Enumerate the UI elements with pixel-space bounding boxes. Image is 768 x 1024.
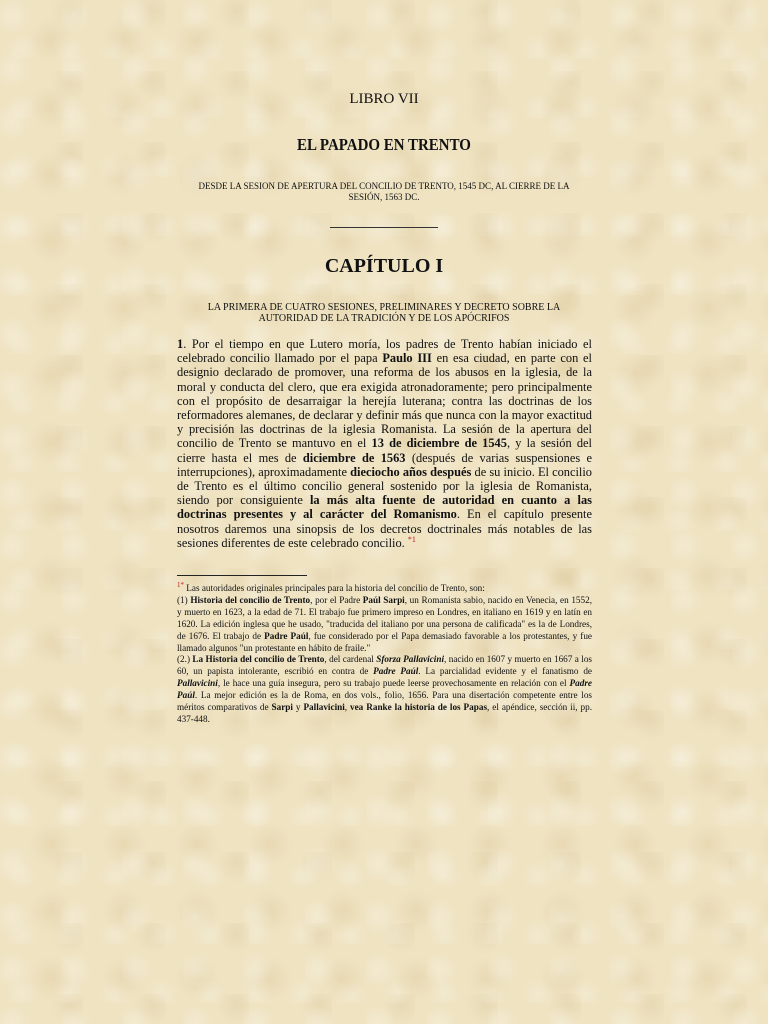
- footnote-bold-italic: Pallavicini: [177, 678, 218, 689]
- paragraph-text: . En el capítulo presente nosotros daremos una sinopsis de los decretos doctrinales más notables de las sesiones diferentes de este celebrado concilio.: [177, 507, 592, 550]
- footnote-text: , por el Padre: [310, 594, 363, 605]
- title-subtitle: DESDE LA SESION DE APERTURA DEL CONCILIO DE TRENTO, 1545 DC, AL CIERRE DE LA SESIÓN, 1563 DC.: [198, 181, 570, 202]
- footnote-bold-italic: Padre Paúl: [177, 678, 592, 701]
- footnote-text: , el apéndice, sección ii, pp. 437-448.: [177, 702, 593, 724]
- footnote-divider: [177, 575, 307, 576]
- footnote-intro: [177, 580, 592, 595]
- footnote-bold: Padre Paúl: [264, 630, 309, 641]
- footnote-block: [177, 580, 593, 726]
- chapter-subtitle: LA PRIMERA DE CUATRO SESIONES, PRELIMINARES Y DECRETO SOBRE LA AUTORIDAD DE LA TRADICIÓN Y DE LOS APÓCRIFOS: [207, 302, 561, 324]
- footnote-text: (2.): [177, 654, 193, 665]
- footnote-bold: Pallavicini: [303, 702, 345, 713]
- paragraph-bold: Paulo III: [382, 351, 432, 366]
- footnote-item: [177, 654, 592, 725]
- footnote-text: , un Romanista sabio, nacido en Venecia, en 1552, y muerto en 1623, a la edad de 71. El trabajo fue primero impreso en Londres, en italiano en 1619 y en latín en 1620. La edición inglesa que he usado, "traducida del italiano por una persona de calificada" es la de Londres, de 1676. El trabajo de: [177, 594, 593, 641]
- paragraph-number: 1: [177, 337, 184, 351]
- footnote-text: . La mejor edición es la de Roma, en dos vols., folio, 1656. Para una disertación competente entre los méritos comparativos de: [177, 690, 592, 713]
- footnote-text: Las autoridades originales principales para la historia del concilio de Trento, son:: [184, 583, 485, 593]
- book-heading: LIBRO VII: [349, 91, 419, 107]
- footnote-bold: vea Ranke la historia de los Papas: [350, 702, 488, 713]
- paragraph-bold: 13 de diciembre de 1545: [371, 436, 507, 451]
- footnote-text: , fue considerado por el Papa demasiado favorable a los protestantes, y fue llamado algunos "un protestante en hábito de fraile.": [177, 630, 592, 653]
- footnote-text: , le hace una guía insegura, pero su trabajo puede leerse provechosamente en relación con el: [217, 678, 570, 689]
- footnote-text: , del cardenal: [324, 654, 377, 665]
- footnote-bold: Sarpi: [271, 702, 293, 713]
- footnote-bold-italic: Sforza Pallavicini: [376, 654, 445, 665]
- footnote-marker-link[interactable]: 1*: [177, 580, 184, 589]
- paragraph-text: de su inicio. El concilio de Trento es el último concilio general sostenido por la iglesia de Romanista, siendo por consiguiente: [177, 464, 593, 508]
- paragraph-bold: diciembre de 1563: [302, 450, 406, 465]
- footnote-text: y: [292, 702, 304, 713]
- paragraph-bold: la más alta fuente de autoridad en cuanto a las doctrinas presentes y al carácter del Romanismo: [177, 493, 592, 522]
- footnote-bold-italic: Padre Paúl: [373, 666, 419, 677]
- footnote-bold: La Historia del concilio de Trento: [192, 654, 325, 665]
- footnote-bold: Historia del concilio de Trento: [190, 594, 311, 605]
- page-title: EL PAPADO EN TRENTO: [297, 135, 471, 154]
- footnote-item: [177, 595, 592, 655]
- body-paragraph: [177, 337, 592, 550]
- paragraph-text: . Por el tiempo en que Lutero moría, los padres de Trento habían iniciado el celebrado concilio llamado por el papa: [177, 337, 592, 366]
- footnote-text: (1): [177, 594, 191, 605]
- paragraph-bold: dieciocho años después: [350, 464, 472, 479]
- paragraph-text: , y la sesión del cierre hasta el mes de: [177, 436, 593, 465]
- footnote-bold: Paúl Sarpi: [362, 594, 405, 605]
- chapter-title: CAPÍTULO I: [324, 255, 444, 277]
- footnote-text: ,: [344, 702, 351, 713]
- paragraph-text: (después de varias suspensiones e interrupciones), aproximadamente: [177, 450, 592, 479]
- section-divider: [330, 227, 438, 228]
- paragraph-text: en esa ciudad, en parte con el designio declarado de promover, una reforma de los abusos en la iglesia, de la moral y conducta del clero, que era exigida atronadoramente; pero principalmente con el propósito de desarraigar la herejía luterana; contra las doctrinas de los reformadores alemanes, de declarar y definir más que nunca con la mayor exactitud y precisión las doctrinas de la iglesia Romanista. La sesión de la apertura del concilio de Trento se mantuvo en el: [177, 351, 592, 451]
- footnote-reference-link[interactable]: *1: [407, 534, 416, 544]
- footnote-text: , nacido en 1607 y muerto en 1667 a los 60, un papista intolerante, escribió en contra de: [177, 654, 592, 677]
- footnote-text: . La parcialidad evidente y el fanatismo de: [418, 666, 592, 677]
